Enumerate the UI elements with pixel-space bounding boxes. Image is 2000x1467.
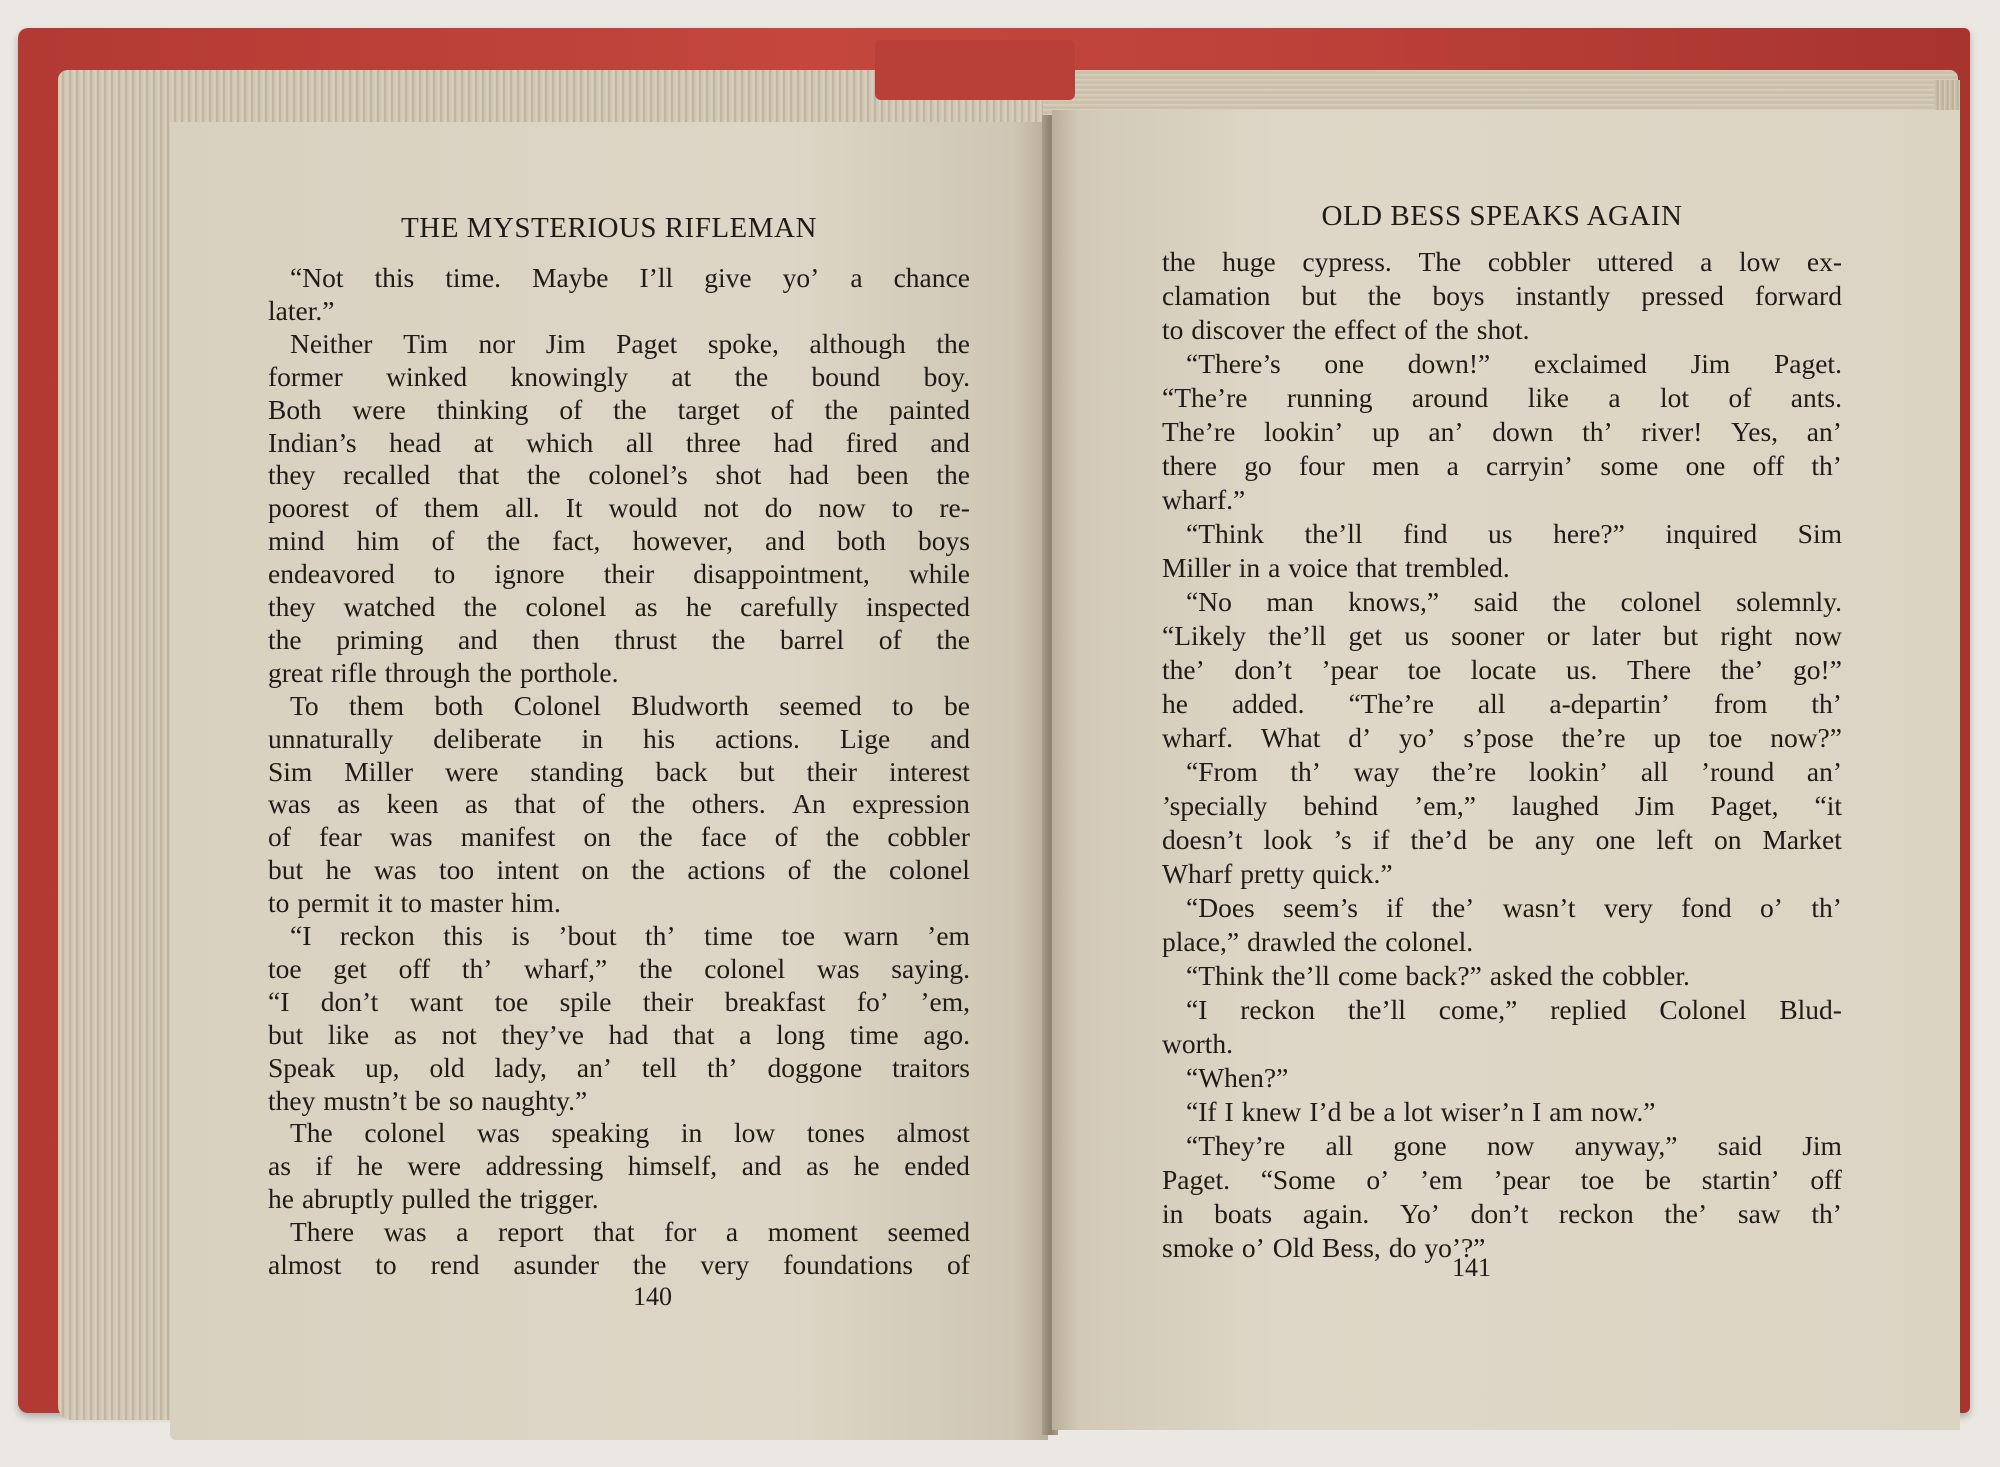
- text-line: Paget. “Some o’ ’em ’pear toe be startin’ off: [1162, 1164, 1842, 1195]
- text-line: “When?”: [1186, 1062, 1289, 1093]
- text-line: “Think the’ll find us here?” inquired Sim: [1186, 518, 1842, 549]
- text-line: The’re lookin’ up an’ down th’ river! Yes, an’: [1162, 416, 1842, 447]
- text-line: “Think the’ll come back?” asked the cobbler.: [1186, 960, 1690, 991]
- text-line: ’specially behind ’em,” laughed Jim Paget, “it: [1162, 790, 1842, 821]
- text-line: of fear was manifest on the face of the cobbler: [268, 821, 970, 853]
- text-line: “If I knew I’d be a lot wiser’n I am now.”: [1186, 1096, 1656, 1127]
- text-line: poorest of them all. It would not do now to re-: [268, 492, 970, 524]
- text-line: toe get off th’ wharf,” the colonel was saying.: [268, 952, 970, 984]
- text-line: “Likely the’ll get us sooner or later but right now: [1162, 620, 1842, 651]
- text-line: almost to rend asunder the very foundations of: [268, 1249, 970, 1280]
- right-page-number: 141: [1452, 1253, 1491, 1282]
- text-line: “From th’ way the’re lookin’ all ’round an’: [1186, 756, 1842, 787]
- text-line: “Not this time. Maybe I’ll give yo’ a chance: [290, 262, 970, 293]
- right-page: [1052, 110, 1960, 1430]
- text-line: they watched the colonel as he carefully inspected: [268, 591, 970, 622]
- text-line: they mustn’t be so naughty.”: [268, 1084, 588, 1116]
- text-line: to discover the effect of the shot.: [1162, 314, 1530, 345]
- left-page: [170, 122, 1048, 1440]
- text-line: the huge cypress. The cobbler uttered a low ex-: [1162, 246, 1842, 277]
- text-line: was as keen as that of the others. An expression: [268, 788, 970, 820]
- text-line: later.”: [268, 294, 335, 326]
- text-line: as if he were addressing himself, and as he ended: [268, 1150, 970, 1182]
- text-line: but like as not they’ve had that a long time ago.: [268, 1018, 970, 1050]
- text-line: mind him of the fact, however, and both boys: [268, 525, 970, 557]
- text-line: “I don’t want toe spile their breakfast fo’ ’em,: [268, 985, 970, 1017]
- text-line: he abruptly pulled the trigger.: [268, 1183, 599, 1215]
- text-line: doesn’t look ’s if the’d be any one left on Market: [1162, 824, 1842, 855]
- text-line: There was a report that for a moment seemed: [290, 1216, 970, 1248]
- text-line: place,” drawled the colonel.: [1162, 926, 1474, 957]
- text-line: Miller in a voice that trembled.: [1162, 552, 1510, 583]
- text-line: smoke o’ Old Bess, do yo’?”: [1162, 1232, 1486, 1263]
- text-line: but he was too intent on the actions of the colonel: [268, 854, 970, 886]
- text-line: wharf.”: [1162, 484, 1246, 515]
- text-line: to permit it to master him.: [268, 887, 561, 919]
- text-line: great rifle through the porthole.: [268, 656, 619, 688]
- text-line: he added. “The’re all a-departin’ from th’: [1162, 688, 1842, 719]
- text-line: in boats again. Yo’ don’t reckon the’ saw th’: [1162, 1198, 1842, 1229]
- text-line: “Does seem’s if the’ wasn’t very fond o’ th’: [1186, 892, 1842, 923]
- text-line: they recalled that the colonel’s shot had been the: [268, 459, 970, 491]
- text-line: worth.: [1162, 1028, 1234, 1059]
- text-line: To them both Colonel Bludworth seemed to be: [290, 689, 970, 721]
- text-line: “No man knows,” said the colonel solemnly.: [1186, 586, 1842, 617]
- text-line: the priming and then thrust the barrel of the: [268, 623, 970, 655]
- text-line: Neither Tim nor Jim Paget spoke, although the: [290, 327, 970, 359]
- text-line: Wharf pretty quick.”: [1162, 858, 1393, 889]
- text-line: wharf. What d’ yo’ s’pose the’re up toe now?”: [1162, 722, 1842, 753]
- text-line: “They’re all gone now anyway,” said Jim: [1186, 1130, 1842, 1161]
- left-page-number: 140: [633, 1282, 672, 1311]
- text-line: Both were thinking of the target of the painted: [268, 393, 970, 425]
- text-line: Indian’s head at which all three had fired and: [268, 426, 970, 458]
- text-line: there go four men a carryin’ some one off th’: [1162, 450, 1842, 481]
- text-line: “The’re running around like a lot of ants.: [1162, 382, 1842, 413]
- text-line: unnaturally deliberate in his actions. Lige and: [268, 722, 970, 754]
- text-line: Sim Miller were standing back but their interest: [268, 755, 970, 787]
- text-line: the’ don’t ’pear toe locate us. There the’ go!”: [1162, 654, 1842, 685]
- text-line: endeavored to ignore their disappointment, while: [268, 558, 970, 590]
- right-running-head: OLD BESS SPEAKS AGAIN: [1321, 200, 1683, 232]
- text-line: The colonel was speaking in low tones almost: [290, 1117, 970, 1149]
- text-line: “I reckon this is ’bout th’ time toe warn ’em: [290, 920, 970, 951]
- text-line: Speak up, old lady, an’ tell th’ doggone traitors: [268, 1051, 970, 1083]
- book-spine: [875, 40, 1075, 100]
- text-line: former winked knowingly at the bound boy.: [268, 360, 970, 392]
- left-running-head: THE MYSTERIOUS RIFLEMAN: [401, 212, 817, 244]
- text-line: “I reckon the’ll come,” replied Colonel Blud-: [1186, 994, 1842, 1025]
- text-line: “There’s one down!” exclaimed Jim Paget.: [1186, 348, 1842, 379]
- text-line: clamation but the boys instantly pressed forward: [1162, 280, 1842, 311]
